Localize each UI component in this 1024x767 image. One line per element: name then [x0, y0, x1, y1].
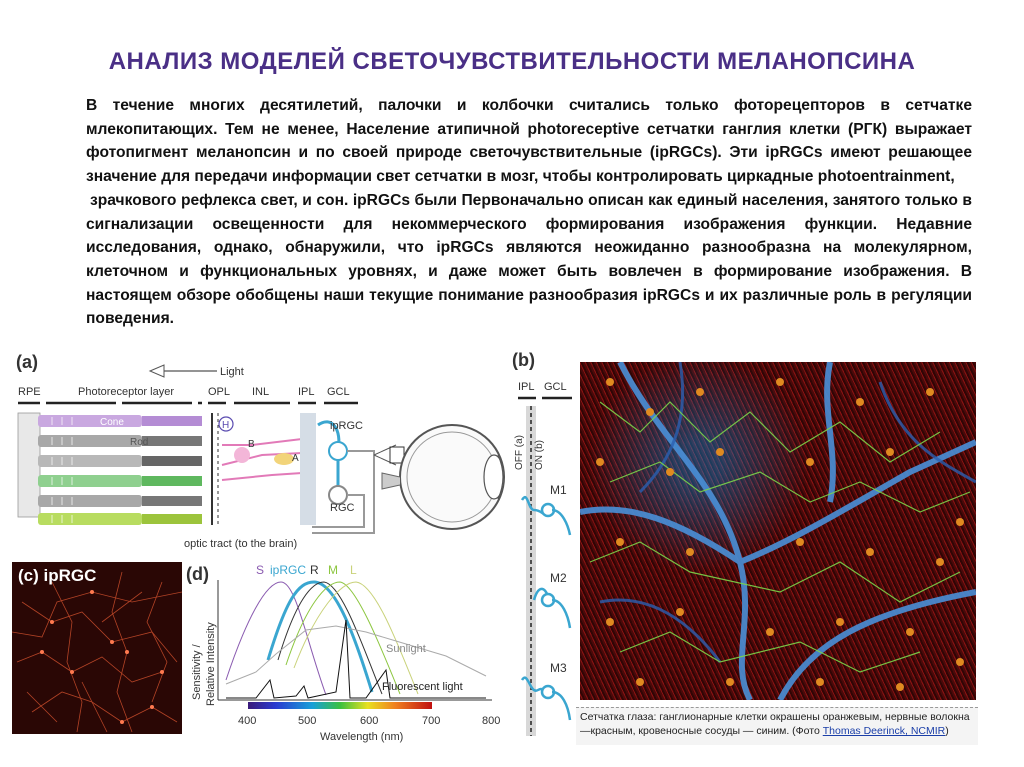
- retina-vessels: [580, 362, 976, 700]
- m2-label: M2: [550, 571, 567, 585]
- h-label: H: [222, 420, 230, 431]
- panel-a-letter: (a): [16, 352, 38, 372]
- retina-diagram: [12, 355, 508, 555]
- tick-700: 700: [422, 715, 441, 727]
- legend-iprgc: ipRGC: [270, 563, 307, 577]
- caption-end: ): [945, 725, 949, 737]
- body-text: [86, 94, 972, 331]
- panel-c-label: ipRGC: [43, 566, 97, 585]
- layer-inl: INL: [252, 386, 270, 398]
- tick-500: 500: [298, 715, 317, 727]
- legend-r: R: [310, 563, 319, 577]
- rgc-label: RGC: [330, 502, 355, 514]
- fluorescent-label: Fluorescent light: [382, 681, 463, 693]
- eye-icon: [374, 425, 504, 529]
- ylabel-2: Relative Intensity: [205, 622, 217, 706]
- b-label: B: [248, 439, 255, 450]
- tick-800: 800: [482, 715, 501, 727]
- legend-m: M: [328, 563, 338, 577]
- slide-title: АНАЛИЗ МОДЕЛЕЙ СВЕТОЧУВСТВИТЕЛЬНОСТИ МЕЛАНОПСИНА: [108, 48, 916, 75]
- layer-ipl: IPL: [298, 386, 315, 398]
- sunlight-label: Sunlight: [386, 643, 426, 655]
- caption-credit-link[interactable]: Thomas Deerinck, NCMIR: [822, 725, 946, 737]
- ipl-label: IPL: [518, 381, 535, 393]
- spectral-chart: [186, 560, 516, 748]
- a-label: A: [292, 453, 299, 464]
- cone-label: Cone: [100, 417, 124, 428]
- paragraph-2: зрачкового рефлекса свет, и сон. ipRGCs были Первоначально описан как единый населения, занятого только в сигнализации освещенности для некоммерческого формирования изображения функции. Недавние исследования, однако, обнаружили, что ipRGCs являются неожиданно разнообразна на молекулярном, клеточном и функциональных уровнях, и даже может быть вовлечен в формирование изображения. В настоящем обзоре обобщены наши текущие понимание разнообразия ipRGCs и их различные роль в регуляции поведения.: [86, 191, 972, 328]
- layer-photoreceptor: Photoreceptor layer: [78, 386, 174, 398]
- caption-text: Сетчатка глаза: ганглионарные клетки окрашены оранжевым, нервные волокна —красным, кровеносные сосуды — синим. (Фото: [580, 711, 970, 737]
- on-label: ON (b): [534, 440, 545, 470]
- tick-400: 400: [238, 715, 257, 727]
- off-label: OFF (a): [514, 435, 525, 470]
- m3-label: M3: [550, 661, 567, 675]
- panel-c-letter-text: (c): [18, 566, 39, 585]
- figure-panel-a: [12, 352, 508, 555]
- figure-panel-c: [12, 562, 182, 734]
- panel-d-letter: (d): [186, 564, 209, 584]
- light-label: Light: [220, 366, 244, 378]
- gcl-label: GCL: [544, 381, 567, 393]
- rod-label: Rod: [130, 437, 149, 448]
- retina-photo: [580, 362, 976, 700]
- tick-600: 600: [360, 715, 379, 727]
- optic-tract-label: optic tract (to the brain): [184, 538, 298, 550]
- layer-opl: OPL: [208, 386, 231, 398]
- panel-c-letter: [18, 566, 96, 586]
- m1-label: M1: [550, 483, 567, 497]
- paragraph-1: В течение многих десятилетий, палочки и колбочки считались только фоторецепторов в сетчатке млекопитающих. Тем не менее, Население атипичной photoreceptive сетчатки ганглия клетки (РГК) выражает фотопигмент меланопсин и по своей природе светочувствительные (ipRGCs). Эти ipRGCs имеют решающее значение для передачи информации свет сетчатки в мозг, чтобы контролировать циркадные photoentrainment,: [86, 97, 972, 186]
- iprgc-micrograph: [12, 562, 182, 734]
- legend-s: S: [256, 563, 265, 577]
- legend-l: L: [350, 563, 357, 577]
- panel-b-letter: (b): [512, 350, 535, 370]
- iprgc-subtype-diagram: [508, 350, 578, 750]
- layer-rpe: RPE: [18, 386, 41, 398]
- figure-panel-b: [508, 350, 978, 750]
- ylabel-1: Sensitivity /: [191, 644, 203, 700]
- photo-caption: [576, 707, 978, 745]
- layer-gcl: GCL: [327, 386, 350, 398]
- iprgc-label: ipRGC: [330, 420, 364, 432]
- figure-panel-d: [186, 560, 516, 748]
- xlabel: Wavelength (nm): [320, 731, 404, 743]
